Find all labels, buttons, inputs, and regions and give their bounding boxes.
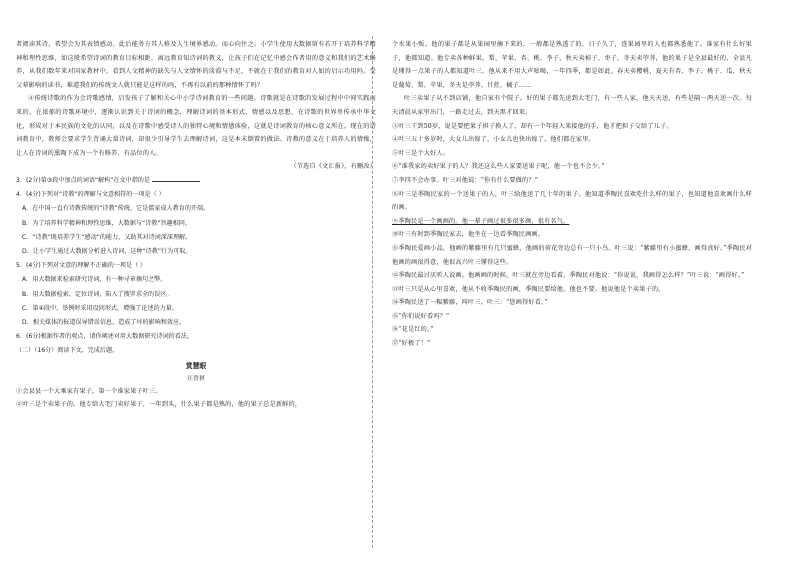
question-4: 4．(4分)下列对“诗教”的理解与文意相符的一项是（ ） <box>16 191 165 199</box>
q5-option-d: D．相关媒体的报道误导错误信息，造成了坏的影响和效应。 <box>22 318 186 326</box>
story-paragraph-16: ⑯“花是红的。” <box>392 326 434 334</box>
q4-option-a: A．在中国一直有诗教传统的“诗教”传统，它是儒家成人教育的开端。 <box>22 205 210 213</box>
story-paragraph-4: ④叶三五十多岁时，大女儿出嫁了，小女儿也快出嫁了。他们都在家里。 <box>392 136 595 144</box>
story-author: 汪曾祺 <box>187 375 205 382</box>
q4-option-b: B．为了培养科学精神和理性思维，大数据与“诗教”旨趣相同。 <box>22 219 191 227</box>
story-paragraph-14: ⑭季陶民送了一幅紫藤，叫叶三。叶三：“您画得好看。” <box>392 299 548 307</box>
story-list-paragraph: 叶三卖果子从不到店铺，他自家有个院子。好的果子都先送到大宅门，有一些人家，他天天送，有些是隔一两天送一次。每天清晨从家里出门，一路走过去，到天黑才回来。 <box>392 95 752 116</box>
paragraph-4: ④传统诗歌的作为会诗歌感情，启发孩子了解和关心中小学诗词教育的一些问题。诗歌就是在诗歌的发展过程中中间实践而来的，在浓郁的诗歌环境中，逐渐认识到关于诗词的概念，理解诗词的基本形式，情感以及思想，在诗歌的世界里传承中华文化，形成对于本民族的文化的认同，以及在诗歌中感受诗人的独特心境和情感体验，这就是诗词教育的核心意义所在。现在的诗词教育中，教师会要求学生背诵大量诗词，却很少引导学生去理解诗词，这是本末倒置的做法。诗教的意义在于培养人的情操，让人在诗词的熏陶下成为一个有修养、有品位的人。 <box>16 95 376 157</box>
story-paragraph-2: ②叶三是个卖果子的。他专给大宅门卖好果子，一年到头，什么果子都是熟的，他的果子总是新鲜的， <box>16 401 302 409</box>
story-paragraph-15: ⑮“你们说好看吗？” <box>392 312 450 320</box>
story-title: 赏慧眼 <box>185 361 207 370</box>
q5-option-a: A．用大数据来检索研究诗词，有一种寻章摘句之弊。 <box>22 276 167 284</box>
section-2-heading: （二）（16分）阅读下文，完成后题。 <box>16 347 119 355</box>
intro-paragraph: 者阅读其诗，希望会为其表情感动。此后能务方其人格及人生境界感动。而心向往之。小学生使用大数据留有若开于培养科学精神和理性思维，如这般希望诗词的教育目标相距，离远教育知诗词的教义，让孩子们在记忆中感会作者用的意义和我们的艺术修养，从我们数年来对国家教材中，看到人文精神的缺失与人文情怀的淡漠与不足，不就在于我们的教育对人如的启示功用吗。受父辈影响的读书，难道我们的传统文人就只能是这样的吗，不再有以前的那种情怀了吗？ <box>16 41 376 89</box>
story-paragraph-6: ⑥“谁我家的卖好果子的人？我还这么些人家要送果子呢，他一个也不会少。” <box>392 163 605 171</box>
story-paragraph-7: ⑦李四不会办事。叶三对他说：“你有什么要做的？” <box>392 176 539 184</box>
story-paragraph-17: ⑰“好极了！” <box>392 340 431 348</box>
right-column <box>392 38 752 351</box>
story-paragraph-12: ⑫季陶民最讨厌听人说画。他画画的时候，叶三就在旁边看着。季陶民对他说：“你说说，我画得怎么样？”叶三说：“画得好。” <box>392 272 745 280</box>
story-paragraph-10: ⑩叶三有时到季陶民家去，他坐在一边看季陶民画画。 <box>392 231 545 239</box>
q5-option-c: C．第④段中，举例时采用设问形式，增强了论述的力量。 <box>22 304 178 312</box>
question-6: 6．(6分)根据作者的观点，请你阐述对用大数据研究诗词的看法。 <box>16 333 194 341</box>
story-paragraph-3: ③叶三干到50岁，说是要把果子担子换人了，却有一个年轻人来接他的手，他才把担子交给了儿子。 <box>392 122 673 130</box>
story-paragraph-5: ⑤叶三是个大好人。 <box>392 149 450 157</box>
left-column <box>16 38 376 412</box>
question-3 <box>16 174 376 188</box>
q5-option-b: B．用大数据检索、定位诗词，陷入了搜罗求全的误区。 <box>22 290 173 298</box>
q4-option-d: D．让小学生通过大数据分析进入诗词，这种“诗教”行为可取。 <box>22 247 192 255</box>
question-5: 5．(4分)下列对文意的理解不正确的一项是（ ） <box>16 262 147 270</box>
story-continuation: 个水果小贩。他的果子都是从果园里摘下来的，一般都是熟透了的，日子久了，连果园里的人也都熟悉他了。谁家有什么好果子，他都知道。他专卖各种鲜果，梨、苹果、杏、桃、李子，秋天卖柿子、枣子，冬天卖荸荠，他的果子是全县最好的，全县凡是懂得一点果子的人都知道叶三。他从来不用大声吆喝，一年四季，都是如此。春天卖樱桃，夏天有杏、李子、桃子、瓜，秋天是葡萄、梨、苹果，冬天是荸荠、甘蔗、橘子…… <box>392 41 752 89</box>
story-paragraph-8: ⑧叶三是季陶民家的一个送果子的人，叶三给他送了几十年的果子。他知道季陶民喜欢吃什么样的果子，也知道他喜欢画什么样的画。 <box>392 190 752 212</box>
q4-option-c: C．“诗教”既培养学生“感动”的能力，又助其对诗词深深理解。 <box>22 233 192 241</box>
story-paragraph-9: ⑨季陶民是一个画画的。他一辈子画过很多很多画，很有名气。 <box>392 217 570 225</box>
source-note: （节选自《文汇报》，有删改） <box>290 163 376 171</box>
story-paragraph-13: ⑬叶三只是从心里喜欢，他从不收季陶民的画，季陶民要给他，他也不要。他说他是个卖果子的。 <box>392 285 665 293</box>
question-3-text: 3．(2分)第③段中加点的词语“解构”在文中指的是 <box>16 176 150 184</box>
story-paragraph-11: ⑪季陶民爱画小品，他画的紫藤里有几只蜜蜂，他画的荷花旁边总有一只小鸟。叶三说：“紫藤里有小蜜蜂，画得真好。”季陶民对他画的画很得意，他很高兴叶三懂得这些。 <box>392 244 752 266</box>
story-paragraph-1: ①会县县一个大乘家有果子，第一个谁家果子叶三。 <box>16 387 162 395</box>
answer-blank[interactable] <box>152 175 200 182</box>
